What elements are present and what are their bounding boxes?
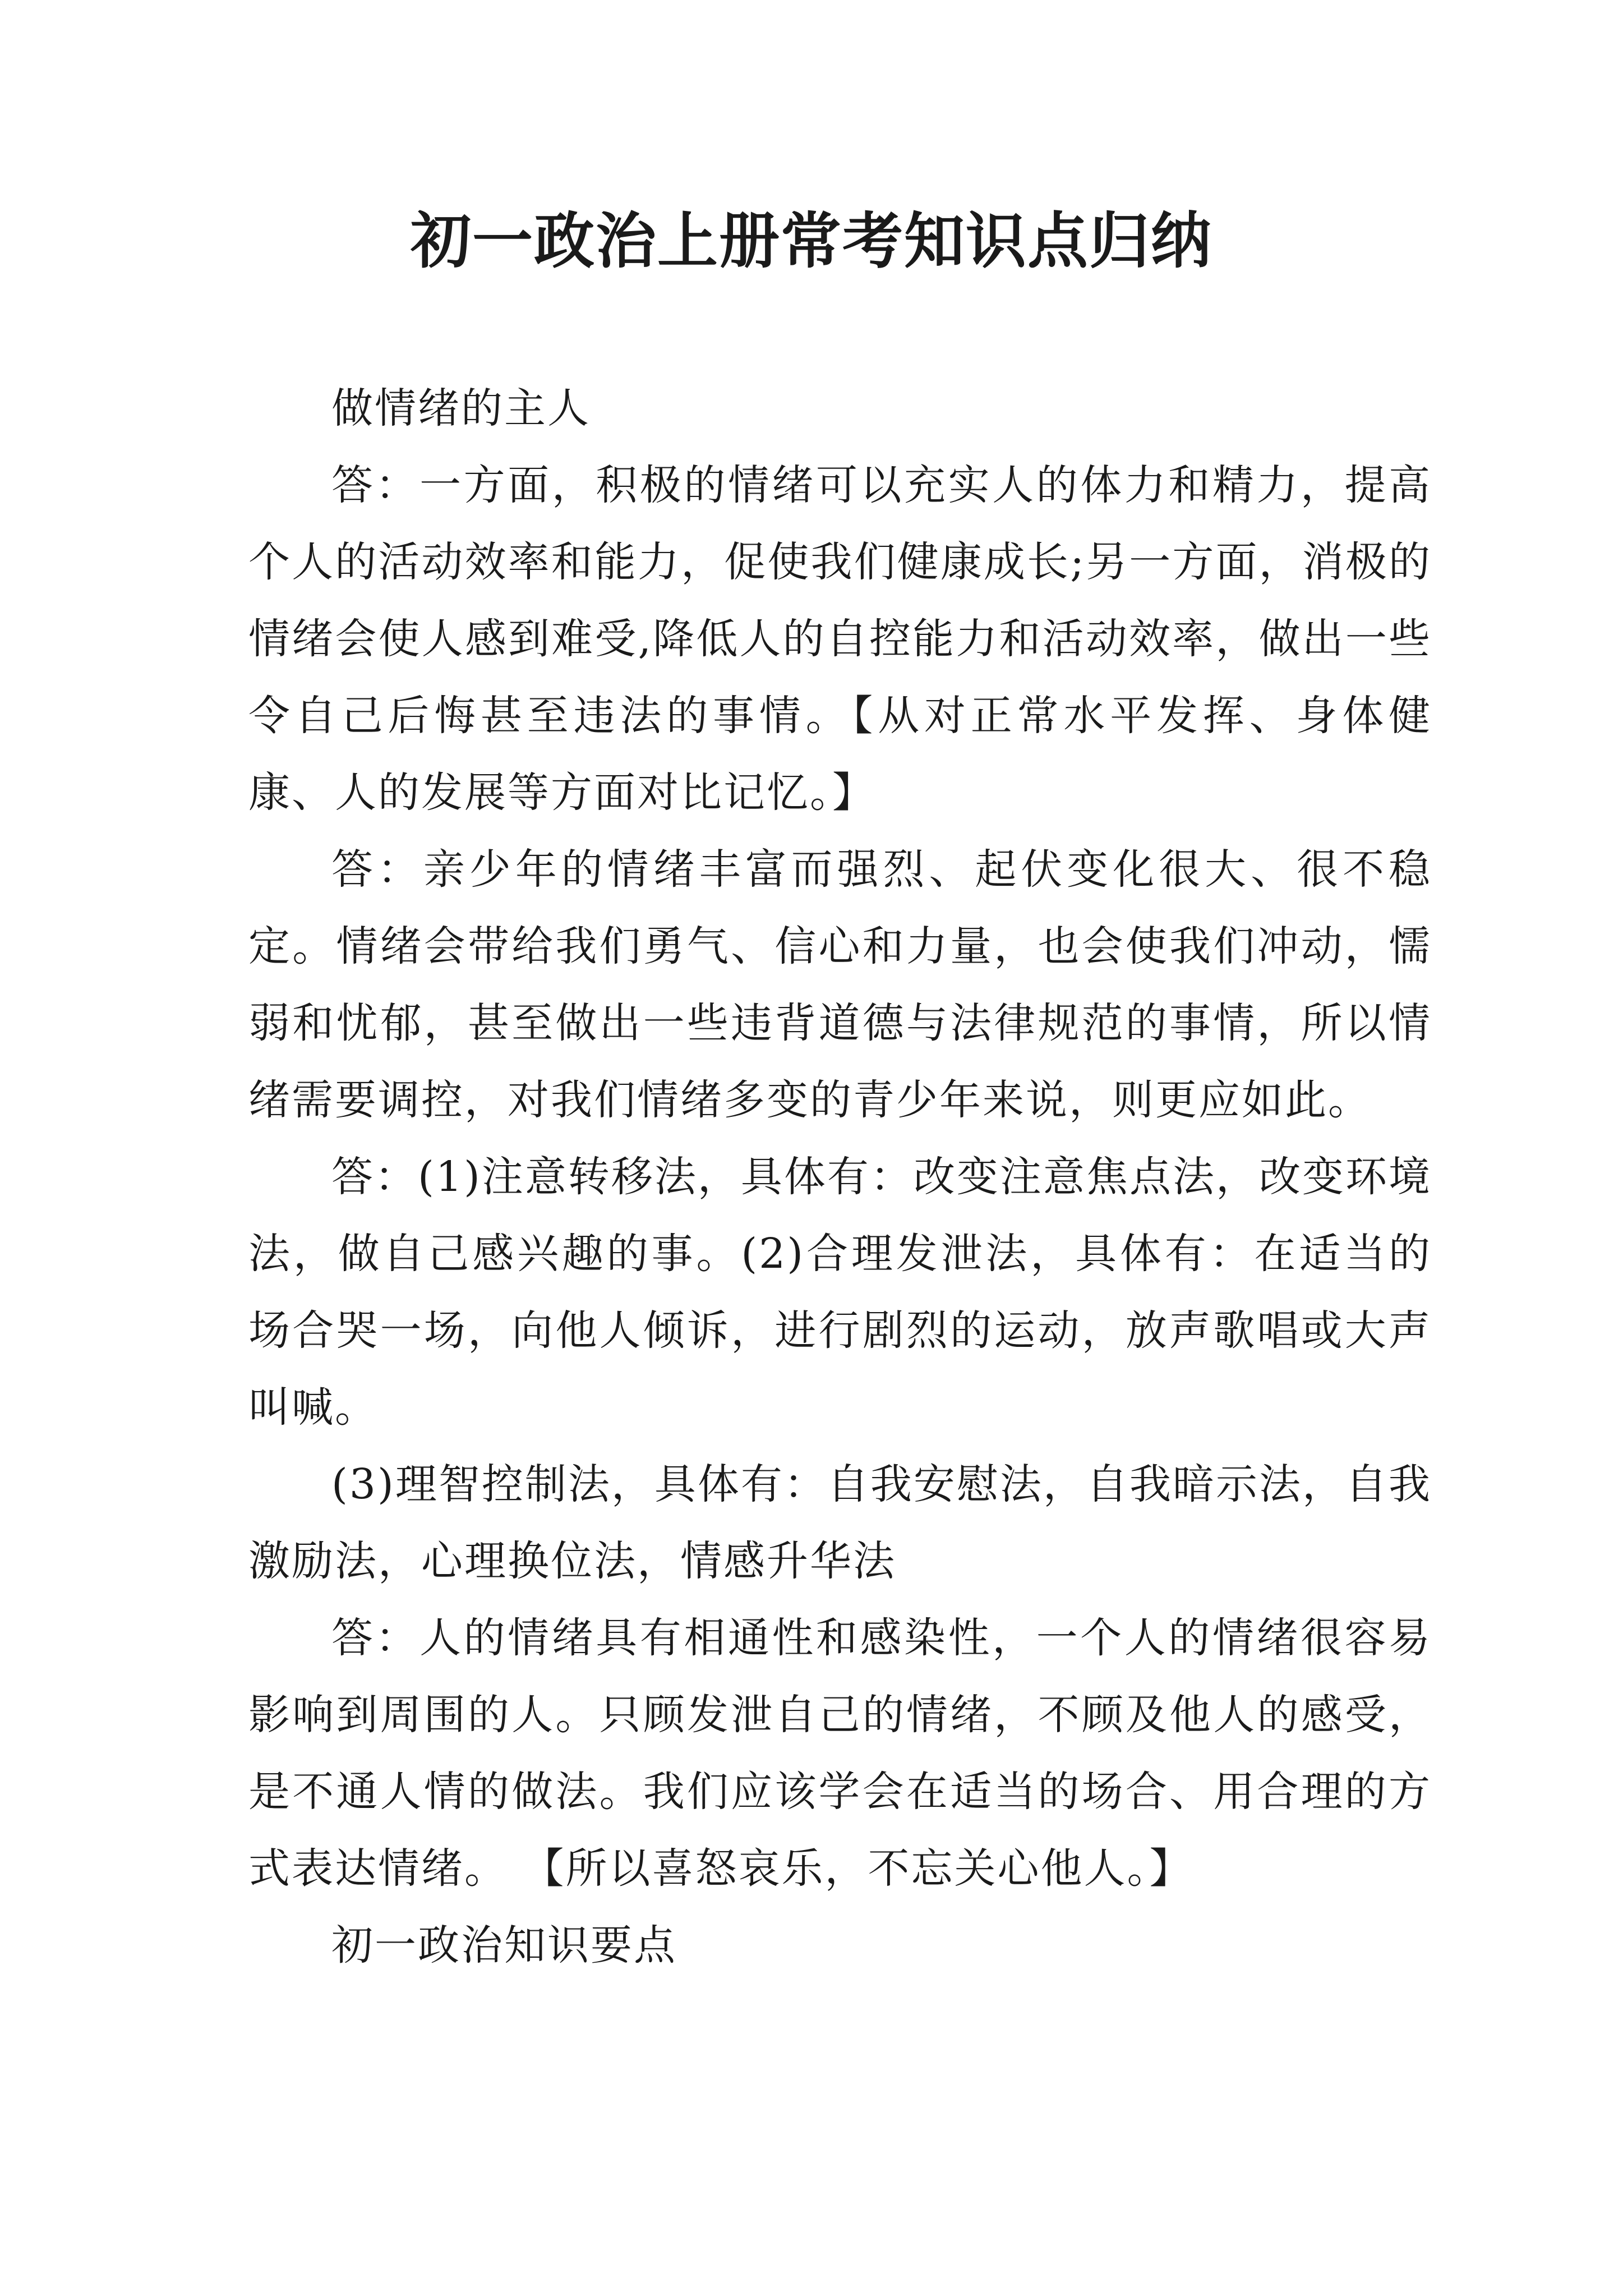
paragraph-answer-positive-negative: 答：一方面，积极的情绪可以充实人的体力和精力，提高个人的活动效率和能力，促使我们健康成长;另一方面，消极的情绪会使人感到难受,降低人的自控能力和活动效率，做出一些令自己后悔甚至违法的事情。【从对正常水平发挥、身体健康、人的发展等方面对比记忆。】 <box>248 461 1432 817</box>
document-body <box>248 370 1432 1984</box>
paragraph-answer-empathy: 答：人的情绪具有相通性和感染性，一个人的情绪很容易影响到周围的人。只顾发泄自己的情绪，不顾及他人的感受，是不通人情的做法。我们应该学会在适当的场合、用合理的方式表达情绪。 【所以喜怒哀乐，不忘关心他人。】 <box>248 1614 1432 1893</box>
paragraph-heading-key-points: 初一政治知识要点 <box>331 1921 677 1970</box>
paragraph-answer-adolescent-emotion: 答：亲少年的情绪丰富而强烈、起伏变化很大、很不稳定。情绪会带给我们勇气、信心和力量，也会使我们冲动，懦弱和忧郁，甚至做出一些违背道德与法律规范的事情，所以情绪需要调控，对我们情绪多变的青少年来说，则更应如此。 <box>248 845 1432 1124</box>
paragraph-rational-control: (3)理智控制法，具体有：自我安慰法，自我暗示法，自我激励法，心理换位法，情感升华法 <box>248 1460 1432 1585</box>
paragraph-answer-regulation-methods: 答：(1)注意转移法，具体有：改变注意焦点法，改变环境法，做自己感兴趣的事。(2)合理发泄法，具体有：在适当的场合哭一场，向他人倾诉，进行剧烈的运动，放声歌唱或大声叫喊。 <box>248 1153 1432 1432</box>
paragraph-heading-emotion-master: 做情绪的主人 <box>331 384 591 432</box>
document-title: 初一政治上册常考知识点归纳 <box>410 206 1212 277</box>
